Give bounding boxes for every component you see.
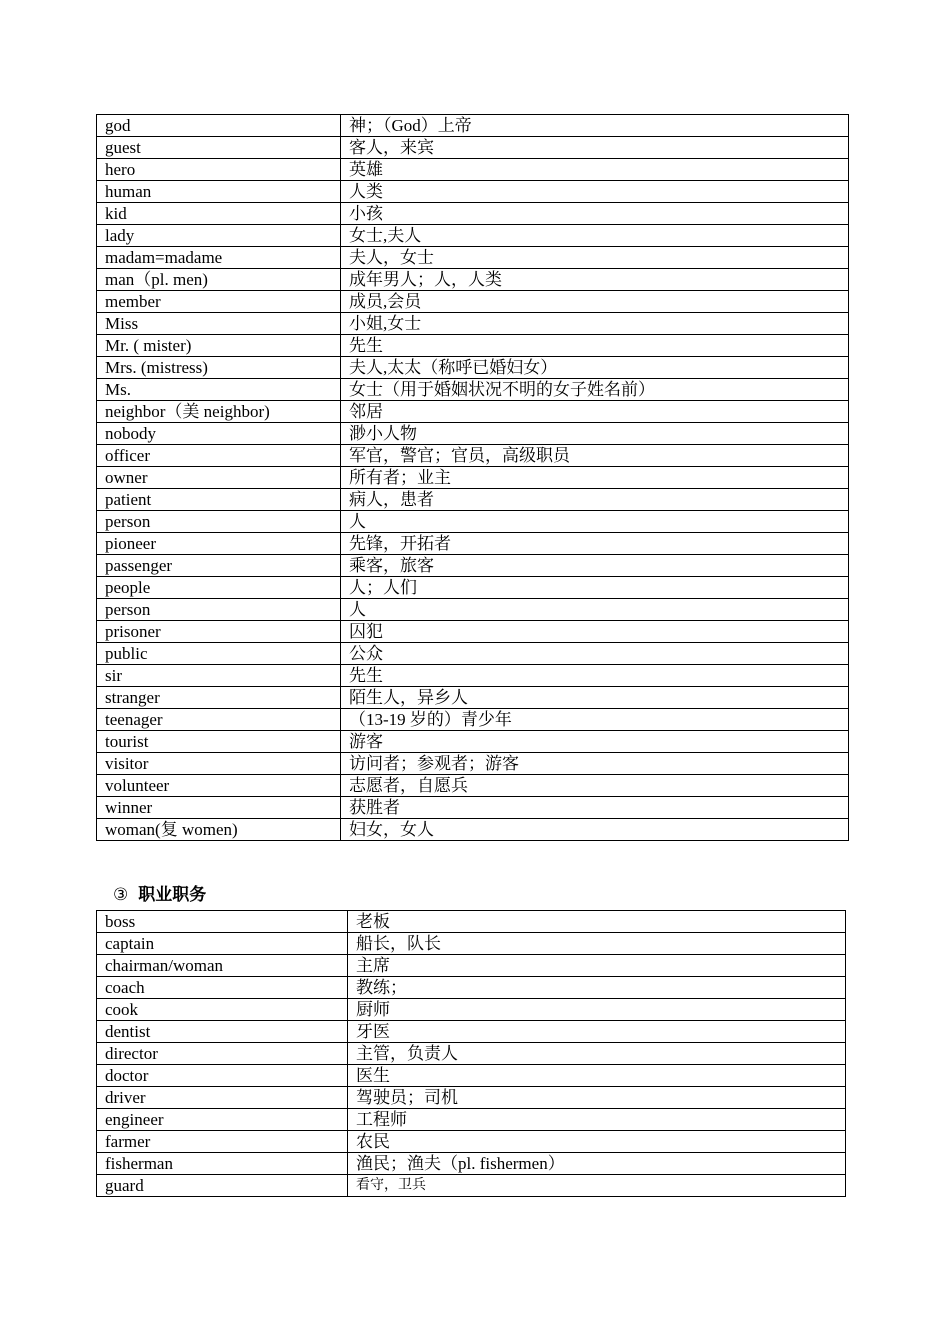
chinese-meaning: 教练； <box>348 977 846 999</box>
table-row <box>97 379 849 401</box>
english-word: neighbor（美 neighbor) <box>97 401 341 423</box>
chinese-meaning: 医生 <box>348 1065 846 1087</box>
english-word: Ms. <box>97 379 341 401</box>
chinese-meaning: 人 <box>341 511 849 533</box>
english-word: tourist <box>97 731 341 753</box>
table-row <box>97 555 849 577</box>
chinese-meaning: 先锋，开拓者 <box>341 533 849 555</box>
table-row <box>97 115 849 137</box>
english-word: kid <box>97 203 341 225</box>
table-row <box>97 999 846 1021</box>
chinese-meaning: 渔民；渔夫（pl. fishermen） <box>348 1153 846 1175</box>
english-word: nobody <box>97 423 341 445</box>
chinese-meaning: 工程师 <box>348 1109 846 1131</box>
chinese-meaning: 神；（God）上帝 <box>341 115 849 137</box>
table-row <box>97 621 849 643</box>
table-row <box>97 269 849 291</box>
chinese-meaning: 客人，来宾 <box>341 137 849 159</box>
table-row <box>97 1153 846 1175</box>
table-row <box>97 1065 846 1087</box>
table-row <box>97 401 849 423</box>
english-word: coach <box>97 977 348 999</box>
english-word: volunteer <box>97 775 341 797</box>
english-word: owner <box>97 467 341 489</box>
table-row <box>97 977 846 999</box>
english-word: person <box>97 599 341 621</box>
english-word: doctor <box>97 1065 348 1087</box>
table-row <box>97 247 849 269</box>
table-row <box>97 665 849 687</box>
chinese-meaning: 牙医 <box>348 1021 846 1043</box>
chinese-meaning: 所有者；业主 <box>341 467 849 489</box>
chinese-meaning: 邻居 <box>341 401 849 423</box>
chinese-meaning: 渺小人物 <box>341 423 849 445</box>
english-word: winner <box>97 797 341 819</box>
table-row <box>97 775 849 797</box>
english-word: god <box>97 115 341 137</box>
chinese-meaning: 人 <box>341 599 849 621</box>
table-row <box>97 1087 846 1109</box>
chinese-meaning: 成年男人；人，人类 <box>341 269 849 291</box>
chinese-meaning: 主管，负责人 <box>348 1043 846 1065</box>
chinese-meaning: 小姐,女士 <box>341 313 849 335</box>
chinese-meaning: 厨师 <box>348 999 846 1021</box>
vocabulary-table-people <box>96 114 849 841</box>
table-row <box>97 203 849 225</box>
chinese-meaning: 驾驶员；司机 <box>348 1087 846 1109</box>
table-row <box>97 511 849 533</box>
table-row <box>97 489 849 511</box>
english-word: chairman/woman <box>97 955 348 977</box>
english-word: director <box>97 1043 348 1065</box>
table-row <box>97 819 849 841</box>
chinese-meaning: 军官，警官；官员，高级职员 <box>341 445 849 467</box>
english-word: human <box>97 181 341 203</box>
chinese-meaning: 囚犯 <box>341 621 849 643</box>
chinese-meaning: 夫人，女士 <box>341 247 849 269</box>
chinese-meaning: 女士（用于婚姻状况不明的女子姓名前） <box>341 379 849 401</box>
english-word: madam=madame <box>97 247 341 269</box>
english-word: lady <box>97 225 341 247</box>
chinese-meaning: 农民 <box>348 1131 846 1153</box>
table-row <box>97 313 849 335</box>
table-row <box>97 643 849 665</box>
table-row <box>97 423 849 445</box>
english-word: man（pl. men) <box>97 269 341 291</box>
table-row <box>97 687 849 709</box>
english-word: passenger <box>97 555 341 577</box>
section-number: ③ <box>113 885 129 905</box>
chinese-meaning: 先生 <box>341 335 849 357</box>
table-row <box>97 357 849 379</box>
english-word: farmer <box>97 1131 348 1153</box>
english-word: officer <box>97 445 341 467</box>
english-word: sir <box>97 665 341 687</box>
chinese-meaning: 人；人们 <box>341 577 849 599</box>
english-word: woman(复 women) <box>97 819 341 841</box>
chinese-meaning: 先生 <box>341 665 849 687</box>
english-word: patient <box>97 489 341 511</box>
section-title: 职业职务 <box>138 885 207 905</box>
english-word: dentist <box>97 1021 348 1043</box>
table-row <box>97 137 849 159</box>
english-word: Miss <box>97 313 341 335</box>
chinese-meaning: 主席 <box>348 955 846 977</box>
english-word: teenager <box>97 709 341 731</box>
chinese-meaning: 乘客，旅客 <box>341 555 849 577</box>
english-word: boss <box>97 911 348 933</box>
english-word: captain <box>97 933 348 955</box>
chinese-meaning: 船长，队长 <box>348 933 846 955</box>
chinese-meaning: 老板 <box>348 911 846 933</box>
chinese-meaning: 公众 <box>341 643 849 665</box>
chinese-meaning: （13-19 岁的）青少年 <box>341 709 849 731</box>
table-row <box>97 1175 846 1197</box>
table-row <box>97 933 846 955</box>
table-row <box>97 1021 846 1043</box>
chinese-meaning: 获胜者 <box>341 797 849 819</box>
table-row <box>97 335 849 357</box>
english-word: hero <box>97 159 341 181</box>
chinese-meaning: 妇女，女人 <box>341 819 849 841</box>
english-word: people <box>97 577 341 599</box>
table-row <box>97 599 849 621</box>
table-row <box>97 445 849 467</box>
english-word: Mr. ( mister) <box>97 335 341 357</box>
english-word: stranger <box>97 687 341 709</box>
english-word: person <box>97 511 341 533</box>
chinese-meaning: 英雄 <box>341 159 849 181</box>
table-row <box>97 911 846 933</box>
english-word: pioneer <box>97 533 341 555</box>
chinese-meaning: 夫人,太太（称呼已婚妇女） <box>341 357 849 379</box>
table-row <box>97 955 846 977</box>
english-word: Mrs. (mistress) <box>97 357 341 379</box>
english-word: cook <box>97 999 348 1021</box>
vocabulary-table-occupations <box>96 910 846 1197</box>
table-row <box>97 467 849 489</box>
table-row <box>97 731 849 753</box>
english-word: guard <box>97 1175 348 1197</box>
english-word: public <box>97 643 341 665</box>
chinese-meaning: 陌生人，异乡人 <box>341 687 849 709</box>
table-row <box>97 533 849 555</box>
table-row <box>97 1109 846 1131</box>
table-row <box>97 797 849 819</box>
english-word: driver <box>97 1087 348 1109</box>
english-word: guest <box>97 137 341 159</box>
table-row <box>97 709 849 731</box>
table-row <box>97 753 849 775</box>
chinese-meaning: 成员,会员 <box>341 291 849 313</box>
chinese-meaning: 人类 <box>341 181 849 203</box>
chinese-meaning: 看守，卫兵 <box>348 1175 846 1197</box>
english-word: prisoner <box>97 621 341 643</box>
table-row <box>97 225 849 247</box>
table-row <box>97 1131 846 1153</box>
table-row <box>97 159 849 181</box>
table-row <box>97 577 849 599</box>
chinese-meaning: 病人，患者 <box>341 489 849 511</box>
english-word: engineer <box>97 1109 348 1131</box>
chinese-meaning: 女士,夫人 <box>341 225 849 247</box>
english-word: visitor <box>97 753 341 775</box>
chinese-meaning: 访问者；参观者；游客 <box>341 753 849 775</box>
table-row <box>97 181 849 203</box>
chinese-meaning: 游客 <box>341 731 849 753</box>
table-row <box>97 291 849 313</box>
english-word: member <box>97 291 341 313</box>
section-heading <box>113 884 206 906</box>
chinese-meaning: 志愿者，自愿兵 <box>341 775 849 797</box>
table-row <box>97 1043 846 1065</box>
english-word: fisherman <box>97 1153 348 1175</box>
chinese-meaning: 小孩 <box>341 203 849 225</box>
